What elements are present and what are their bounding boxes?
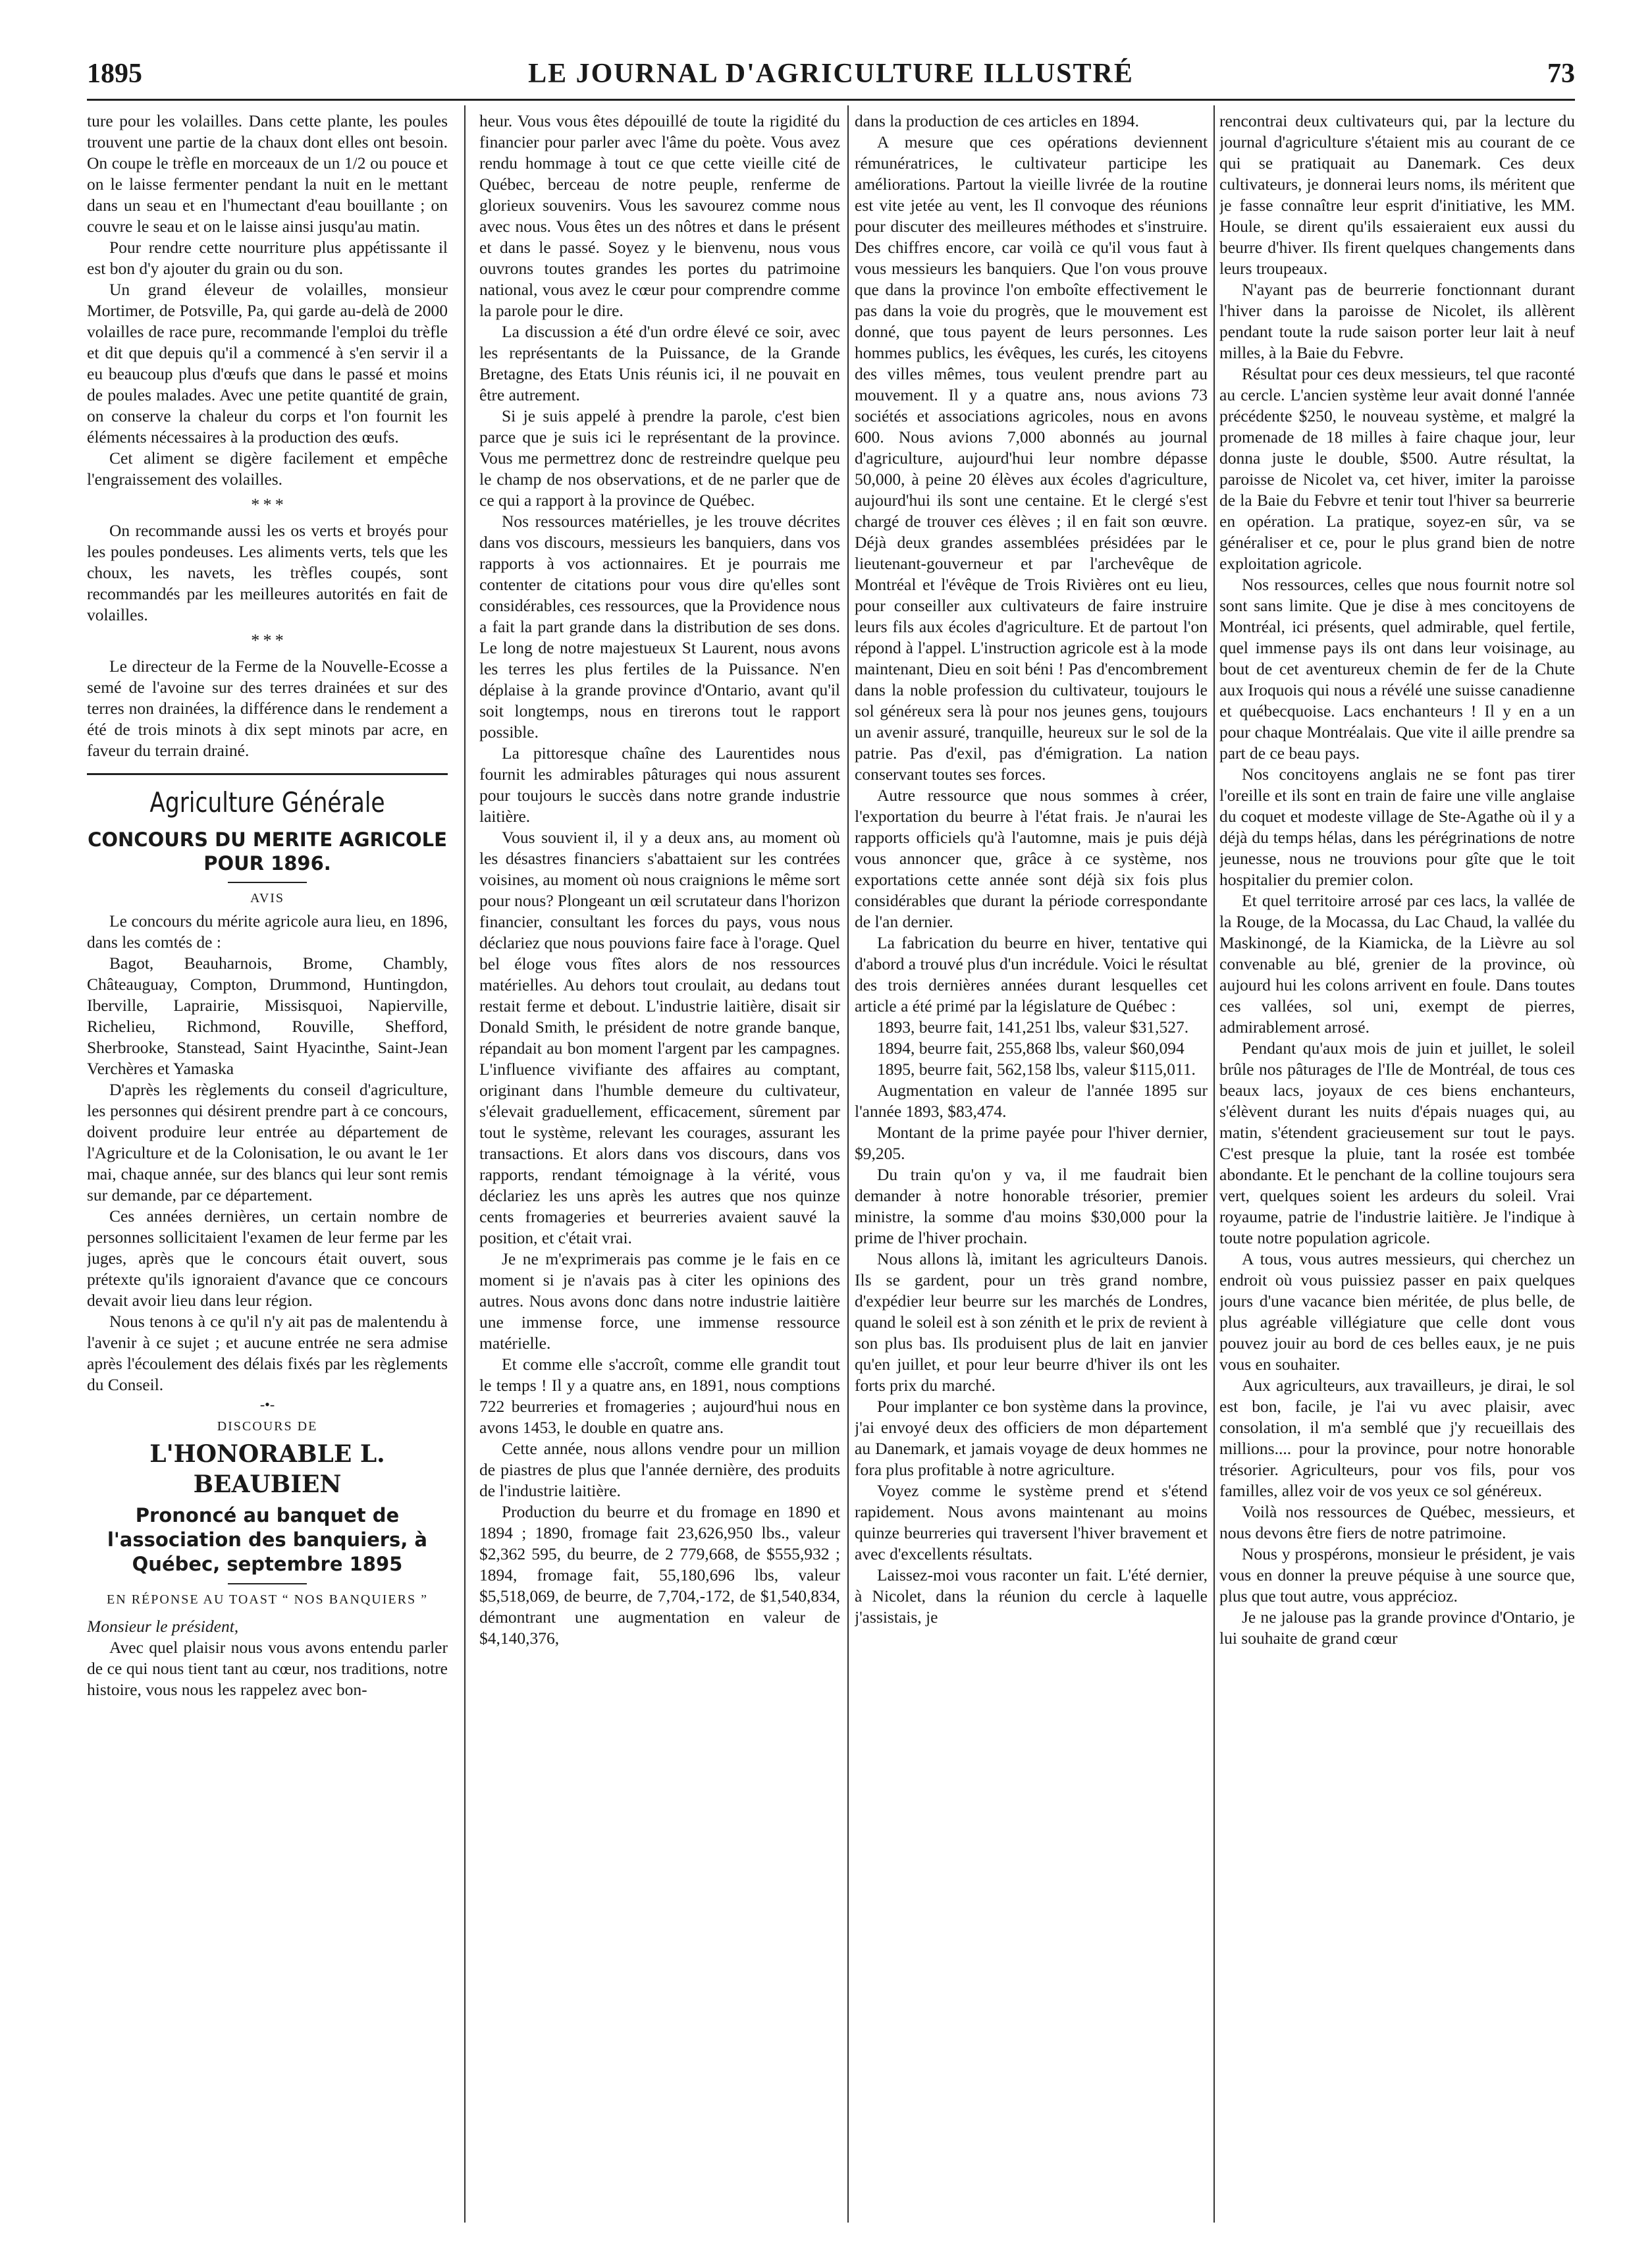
paragraph: N'ayant pas de beurrerie fonctionnant durant l'hiver dans la paroisse de Nicolet, ils allèrent pendant toute la rude saison porter leur lait à neuf milles, à la Baie du Febvre. <box>1219 280 1575 362</box>
paragraph: Pendant qu'aux mois de juin et juillet, le soleil brûle nos pâturages de l'Ile de Montréal, de tous ces beaux lacs, joyaux de ces biens enchanteurs, s'élèvent durant les nuits d'épais nuages qui, au matin, s'étendent gracieusement sur tout le pays. C'est presque la pluie, tant la rosée est tombée abondante. Et le penchant de la colline toujours sera vert, quelques soient les ardeurs du soleil. Vrai royaume, patrie de l'industrie laitière. Je l'indique à toute notre population agricole. <box>1219 1039 1575 1247</box>
column-4 <box>1219 111 1575 2221</box>
salutation: Monsieur le président, <box>87 1617 239 1636</box>
paragraph: Nos ressources, celles que nous fournit notre sol sont sans limite. Que je dise à mes concitoyens de Montréal, ici présents, quel admirable, quel fertile, quel immense pays ils ont dans leur voisinage, au bout de cet aventureux chemin de fer de la Chute aux Iroquois qui nous a révélé une suisse canadienne et québecquoise. Lacs enchanteurs ! Il y en a un pour chaque Montréalais. Que vite il aille prendre sa part de ce beau pays. <box>1219 575 1575 763</box>
paragraph: Le directeur de la Ferme de la Nouvelle-Ecosse a semé de l'avoine sur des terres drainées et sur des terres non drainées, la différence dans le rendement a été de trois minots à dix sept minots par acre, en faveur du terrain drainé. <box>87 657 448 760</box>
paragraph: Bagot, Beauharnois, Brome, Chambly, Châteauguay, Compton, Drummond, Huntingdon, Iberville, Laprairie, Missisquoi, Napierville, Richelieu, Richmond, Rouville, Shefford, Sherbrooke, Stanstead, Saint Hyacinthe, Saint-Jean Verchères et Yamaska <box>87 954 448 1078</box>
paragraph: A mesure que ces opérations deviennent rémunératrices, le cultivateur participe les améliorations. Partout la vieille livrée de la routine est vite jetée au vent, les Il convoque des réunions pour discuter des meilleures méthodes et s'instruire. Des chiffres encore, car voilà ce qu'il vous faut à vous messieurs les banquiers. Que l'on vous prouve que dans la province l'on emboîte effectivement le pas dans la voie du progrès, que le mouvement est donné, que tous payent de leurs personnes. Les hommes publics, les évêques, les curés, les citoyens des villes mêmes, tous veulent prendre part au mouvement. Il y a quatre ans, nous avions 73 sociétés et associations agricoles, nous en avons 600. Nous avions 7,000 abonnés au journal d'agriculture, aujourd'hui leur nombre dépasse 50,000, à peine 20 élèves aux écoles d'agriculture, aujourd'hui ils sont une centaine. Et le clergé s'est chargé de trouver ces élèves ; il en fait son œuvre. Déjà deux grandes assemblées présidées par le lieutenant-gouverneur et par l'archevêque de Montréal et l'évêque de Trois Rivières ont eu lieu, pour conseiller aux cultivateurs de faire instruire leurs fils aux écoles d'agriculture. Et de partout l'on répond à l'appel. L'instruction agricole est à la mode maintenant, Dieu en soit béni ! Pas d'encombrement dans la noble profession du cultivateur, toujours le sol généreux sera là pour nos jeunes gens, toujours un avenir assuré, tranquille, heureux sur le sol de la patrie. Pas d'exil, pas d'émigration. La nation conservant toutes ses forces. <box>855 132 1208 784</box>
paragraph: Ces années dernières, un certain nombre de personnes sollicitaient l'examen de leur ferme par les juges, après que le concours était ouvert, sous prétexte qu'ils ignoraient d'avance que ce concours devait avoir lieu dans leur région. <box>87 1206 448 1310</box>
paragraph: 1895, beurre fait, 562,158 lbs, valeur $115,011. <box>877 1060 1196 1079</box>
paragraph: Le concours du mérite agricole aura lieu, en 1896, dans les comtés de : <box>87 911 448 952</box>
paragraph: La fabrication du beurre en hiver, tentative qui d'abord a trouvé plus d'un incrédule. Voici le résultat des trois dernières années durant lesquelles cet article a été primé par la législature de Québec : <box>855 933 1208 1015</box>
paragraph: D'après les règlements du conseil d'agriculture, les personnes qui désirent prendre part à ce concours, doivent produire leur entrée au département de l'Agriculture et de la Colonisation, le ou avant le 1er mai, chaque année, sur des blancs qui leur sont remis sur demande, par ce département. <box>87 1080 448 1204</box>
paragraph: Nous y prospérons, monsieur le président, je vais vous en donner la preuve péquise à une source que, plus que tout autre, vous apprécioz. <box>1219 1544 1575 1606</box>
paragraph: Du train qu'on y va, il me faudrait bien demander à notre honorable trésorier, premier ministre, la somme d'au moins $30,000 pour la prime de l'hiver prochain. <box>855 1165 1208 1247</box>
paragraph: Et quel territoire arrosé par ces lacs, la vallée de la Rouge, de la Mocassa, du Lac Chaud, la vallée du Maskinongé, de la Kiamicka, de la Lièvre au sol convenable au blé, grenier de la province, où aujourd hui les colons arrivent en foule. Dans toutes ces vallées, sol uni, exempt de pierres, admirablement arrosé. <box>1219 891 1575 1037</box>
header-rule <box>87 99 1575 101</box>
paragraph: ture pour les volailles. Dans cette plante, les poules trouvent une partie de la chaux dont elles ont besoin. On coupe le trèfle en morceaux de un 1/2 ou pouce et on le laisse fermenter pendant la nuit en le mettant dans un seau et en l'humectant d'eau bouillante ; on couvre le seau et on le laisse ainsi jusqu'au matin. <box>87 111 448 236</box>
paragraph: Avec quel plaisir nous vous avons entendu parler de ce qui nous tient tant au cœur, nos traditions, notre histoire, vous nous les rappelez avec bon- <box>87 1638 448 1699</box>
paragraph: Cette année, nous allons vendre pour un million de piastres de plus que l'année dernière, des produits de l'industrie laitière. <box>479 1439 840 1500</box>
paragraph: Un grand éleveur de volailles, monsieur Mortimer, de Potsville, Pa, qui garde au-delà de 2000 volailles de race pure, recommande l'emploi du trèfle et dit que depuis qu'il a commencé à s'en servir il a eu beaucoup plus d'œufs que dans le passé et moins de poules malades. Avec une petite quantité de grain, on conserve la chaleur du corps et l'on fournit les éléments nécessaires à la production des œufs. <box>87 280 448 446</box>
page-number: 73 <box>1547 59 1575 89</box>
journal-title: LE JOURNAL D'AGRICULTURE ILLUSTRÉ <box>528 59 1134 89</box>
paragraph: On recommande aussi les os verts et broyés pour les poules pondeuses. Les aliments verts, tels que les choux, les navets, les trèfles coupés, sont recommandés par les meilleures autorités en fait de volailles. <box>87 521 448 624</box>
paragraph: Laissez-moi vous raconter un fait. L'été dernier, à Nicolet, dans la réunion du cercle à laquelle j'assistais, je <box>855 1565 1208 1627</box>
page-header <box>87 54 1575 96</box>
paragraph: 1894, beurre fait, 255,868 lbs, valeur $60,094 <box>877 1039 1185 1058</box>
paragraph: Production du beurre et du fromage en 1890 et 1894 ; 1890, fromage fait 23,626,950 lbs., valeur $2,362 595, du beurre, de 2 779,668, de $555,932 ; 1894, fromage fait, 55,180,696 lbs, valeur $5,518,069, de beurre, de 7,704,-172, de $1,540,834, démontrant une augmentation en valeur de $4,140,376, <box>479 1502 840 1648</box>
paragraph: Aux agriculteurs, aux travailleurs, je dirai, le sol est bon, facile, je l'ai vu avec plaisir, avec consolation, il m'a semblé que j'y recueillais des millions.... pour la province, pour notre honorable trésorier. Agriculteurs, pour vos fils, pour vos familles, allez voir de vos yeux ce sol généreux. <box>1219 1376 1575 1500</box>
paragraph: Cet aliment se digère facilement et empêche l'engraissement des volailles. <box>87 448 448 489</box>
paragraph: Je ne m'exprimerais pas comme je le fais en ce moment si je n'avais pas à citer les opinions des autres. Nous avons donc dans notre industrie laitière une immense force, une immense ressource matérielle. <box>479 1249 840 1353</box>
short-rule <box>228 882 307 883</box>
paragraph: Je ne jalouse pas la grande province d'Ontario, je lui souhaite de grand cœur <box>1219 1607 1575 1648</box>
column-3 <box>855 111 1208 2221</box>
speaker-name: L'HONORABLE L. BEAUBIEN <box>149 1440 385 1498</box>
paragraph: Autre ressource que nous sommes à créer, l'exportation du beurre à l'état frais. Je n'aurai les rapports officiels qu'à l'automne, mais je puis déjà vous annoncer que, grâce à ce système, nos exportations cette année sont déjà six fois plus considérables que durant la période correspondante de l'an dernier. <box>855 786 1208 931</box>
paragraph: Résultat pour ces deux messieurs, tel que raconté au cercle. L'ancien système leur avait donné l'année précédente $250, le nouveau système, et malgré la promenade de 18 milles à faire chaque jour, leur donna juste le double, $500. Autre résultat, la paroisse de Nicolet va, cet hiver, imiter la paroisse de la Baie du Febvre et tenir tout l'hiver sa beurrerie en opération. La pratique, soyez-en sûr, va se généraliser et ce, pour le plus grand bien de notre exploitation agricole. <box>1219 364 1575 573</box>
column-divider <box>1213 105 1215 2223</box>
paragraph: dans la production de ces articles en 1894. <box>855 111 1139 130</box>
column-1 <box>87 111 448 2221</box>
paragraph: Nous allons là, imitant les agriculteurs Danois. Ils se gardent, pour un très grand nombre, d'expédier leur beurre sur les marchés de Londres, quand le soleil est à son zénith et le prix de revient à son plus bas. Ils produisent plus de lait en janvier qu'en juillet, et pour leur beurre d'hiver ils ont les forts prix du marché. <box>855 1249 1208 1395</box>
paragraph: Voilà nos ressources de Québec, messieurs, et nous devons être fiers de notre patrimoine. <box>1219 1502 1575 1542</box>
paragraph: La pittoresque chaîne des Laurentides nous fournit les admirables pâturages qui nous assurent pour toujours le succès dans notre grande industrie laitière. <box>479 743 840 826</box>
avis-heading: AVIS <box>250 891 285 905</box>
paragraph: Nos concitoyens anglais ne se font pas tirer l'oreille et ils sont en train de faire une ville anglaise du coquet et modeste village de Ste-Agathe où il y a déjà du temps hélas, dans les pérégrinations de notre jeunesse, nous ne trouvions pour gîte que le toit hospitalier du premier colon. <box>1219 765 1575 889</box>
paragraph: heur. Vous vous êtes dépouillé de toute la rigidité du financier pour parler avec l'âme du poète. Vous avez rendu hommage à tout ce que cette vieille cité de Québec, berceau de notre peuple, renferme de glorieux souvenirs. Vous les savourez comme nous avec nous. Vous êtes un des nôtres et dans le présent et dans le passé. Soyez y le bienvenu, nous vous ouvrons toutes grandes les portes du patrimoine national, vous avez le cœur pour comprendre comme la parole pour le dire. <box>479 111 840 320</box>
paragraph: Et comme elle s'accroît, comme elle grandit tout le temps ! Il y a quatre ans, en 1891, nous comptions 722 beurreries et fromageries ; aujourd'hui nous en avons 1453, le double en quatre ans. <box>479 1355 840 1437</box>
paragraph: Nous tenons à ce qu'il n'y ait pas de malentendu à l'avenir à ce sujet ; et aucune entrée ne sera admise après l'écoulement des délais fixés par les règlements du Conseil. <box>87 1312 448 1394</box>
asterism: * * * <box>251 495 284 514</box>
column-divider <box>847 105 849 2223</box>
header-year: 1895 <box>87 59 142 89</box>
paragraph: Si je suis appelé à prendre la parole, c'est bien parce que je suis ici le représentant de la province. Vous me permettrez donc de restreindre quelque peu le champ de nos observations, et de ne parler que de ce qui a rapport à la province de Québec. <box>479 406 840 510</box>
paragraph: Augmentation en valeur de l'année 1895 sur l'année 1893, $83,474. <box>855 1081 1208 1121</box>
paragraph: Nos ressources matérielles, je les trouve décrites dans vos discours, messieurs les banquiers, dans vos rapports à vos actionnaires. Et je pourrais me contenter de citations pour vous dire qu'elles sont considérables, ces ressources, que la Providence nous a fait la part grande dans la distribution de ses dons. Le long de notre majestueux St Laurent, nous avons les terres les plus fertiles de la Puissance. N'en déplaise à la grande province d'Ontario, avant qu'il soit longtemps, nous en tirerons tout le rapport possible. <box>479 512 840 742</box>
paragraph: Montant de la prime payée pour l'hiver dernier, $9,205. <box>855 1123 1208 1163</box>
paragraph: La discussion a été d'un ordre élevé ce soir, avec les représentants de la Puissance, de la Grande Bretagne, des Etats Unis réunis ici, il ne pouvait en être autrement. <box>479 322 840 404</box>
section-rule <box>87 773 448 775</box>
speech-subtitle: Prononcé au banquet de l'association des banquiers, à Québec, septembre 1895 <box>107 1504 428 1575</box>
section-title: Agriculture Générale <box>149 786 385 819</box>
paragraph: Pour implanter ce bon système dans la province, j'ai envoyé deux des officiers de mon département au Danemark, et jamais voyage de deux hommes ne fora plus profitable à notre agriculture. <box>855 1397 1208 1479</box>
paragraph: Voyez comme le système prend et s'étend rapidement. Nous avons maintenant au moins quinze beurreries qui traversent l'hiver bravement et avec d'excellents résultats. <box>855 1481 1208 1563</box>
column-divider <box>464 105 466 2223</box>
paragraph: Pour rendre cette nourriture plus appétissante il est bon d'y ajouter du grain ou du son. <box>87 238 448 278</box>
paragraph: 1893, beurre fait, 141,251 lbs, valeur $31,527. <box>877 1017 1189 1037</box>
column-2 <box>479 111 840 2221</box>
discours-heading: DISCOURS DE <box>217 1419 318 1434</box>
asterism: * * * <box>251 631 284 650</box>
separator: -•- <box>259 1396 275 1413</box>
toast-heading: EN RÉPONSE AU TOAST “ NOS BANQUIERS ” <box>107 1592 428 1607</box>
paragraph: rencontrai deux cultivateurs qui, par la lecture du journal d'agriculture s'étaient mis au courant de ce qui se pratiquait au Danemark. Ces deux cultivateurs, je donnerai leurs noms, ils méritent que je fasse connaître leur esprit d'initiative, les MM. Houle, se dirent qu'ils essaieraient eux aussi du beurre d'hiver. Ils firent quelques changements dans leurs troupeaux. <box>1219 111 1575 278</box>
short-rule <box>228 1583 307 1584</box>
contest-heading: CONCOURS DU MERITE AGRICOLE POUR 1896. <box>88 828 447 875</box>
paragraph: A tous, vous autres messieurs, qui cherchez un endroit où vous puissiez passer en paix quelques jours d'une vacance bien méritée, de plus belle, de plus agréable villégiature que celle dont vous pouvez jouir au bord de ces belles eaux, je ne puis vous en souhaiter. <box>1219 1249 1575 1374</box>
paragraph: Vous souvient il, il y a deux ans, au moment où les désastres financiers s'abattaient sur les contrées voisines, au moment où nous craignions le même sort pour nous? Plongeant un œil scrutateur dans l'horizon financier, consultant les forces du pays, vous nous déclariez que nous pouvions faire face à l'orage. Quel bel éloge vous fîtes alors de nos ressources matérielles. Au dehors tout croulait, au dedans tout restait ferme et debout. L'industrie laitière, disait sir Donald Smith, le président de notre grande banque, répandait au bon moment l'argent par les campagnes. L'influence vivifiante des affaires au comptant, originant dans l'humble demeure du cultivateur, s'élevait graduellement, efficacement, sûrement par tout le système, relevant les courages, assurant les transactions. Et alors dans vos discours, dans vos rapports, rendant témoignage à la vérité, vous déclariez les uns après les autres que nos quinze cents fromageries et beurreries avaient sauvé la position, et c'était vrai. <box>479 828 840 1247</box>
